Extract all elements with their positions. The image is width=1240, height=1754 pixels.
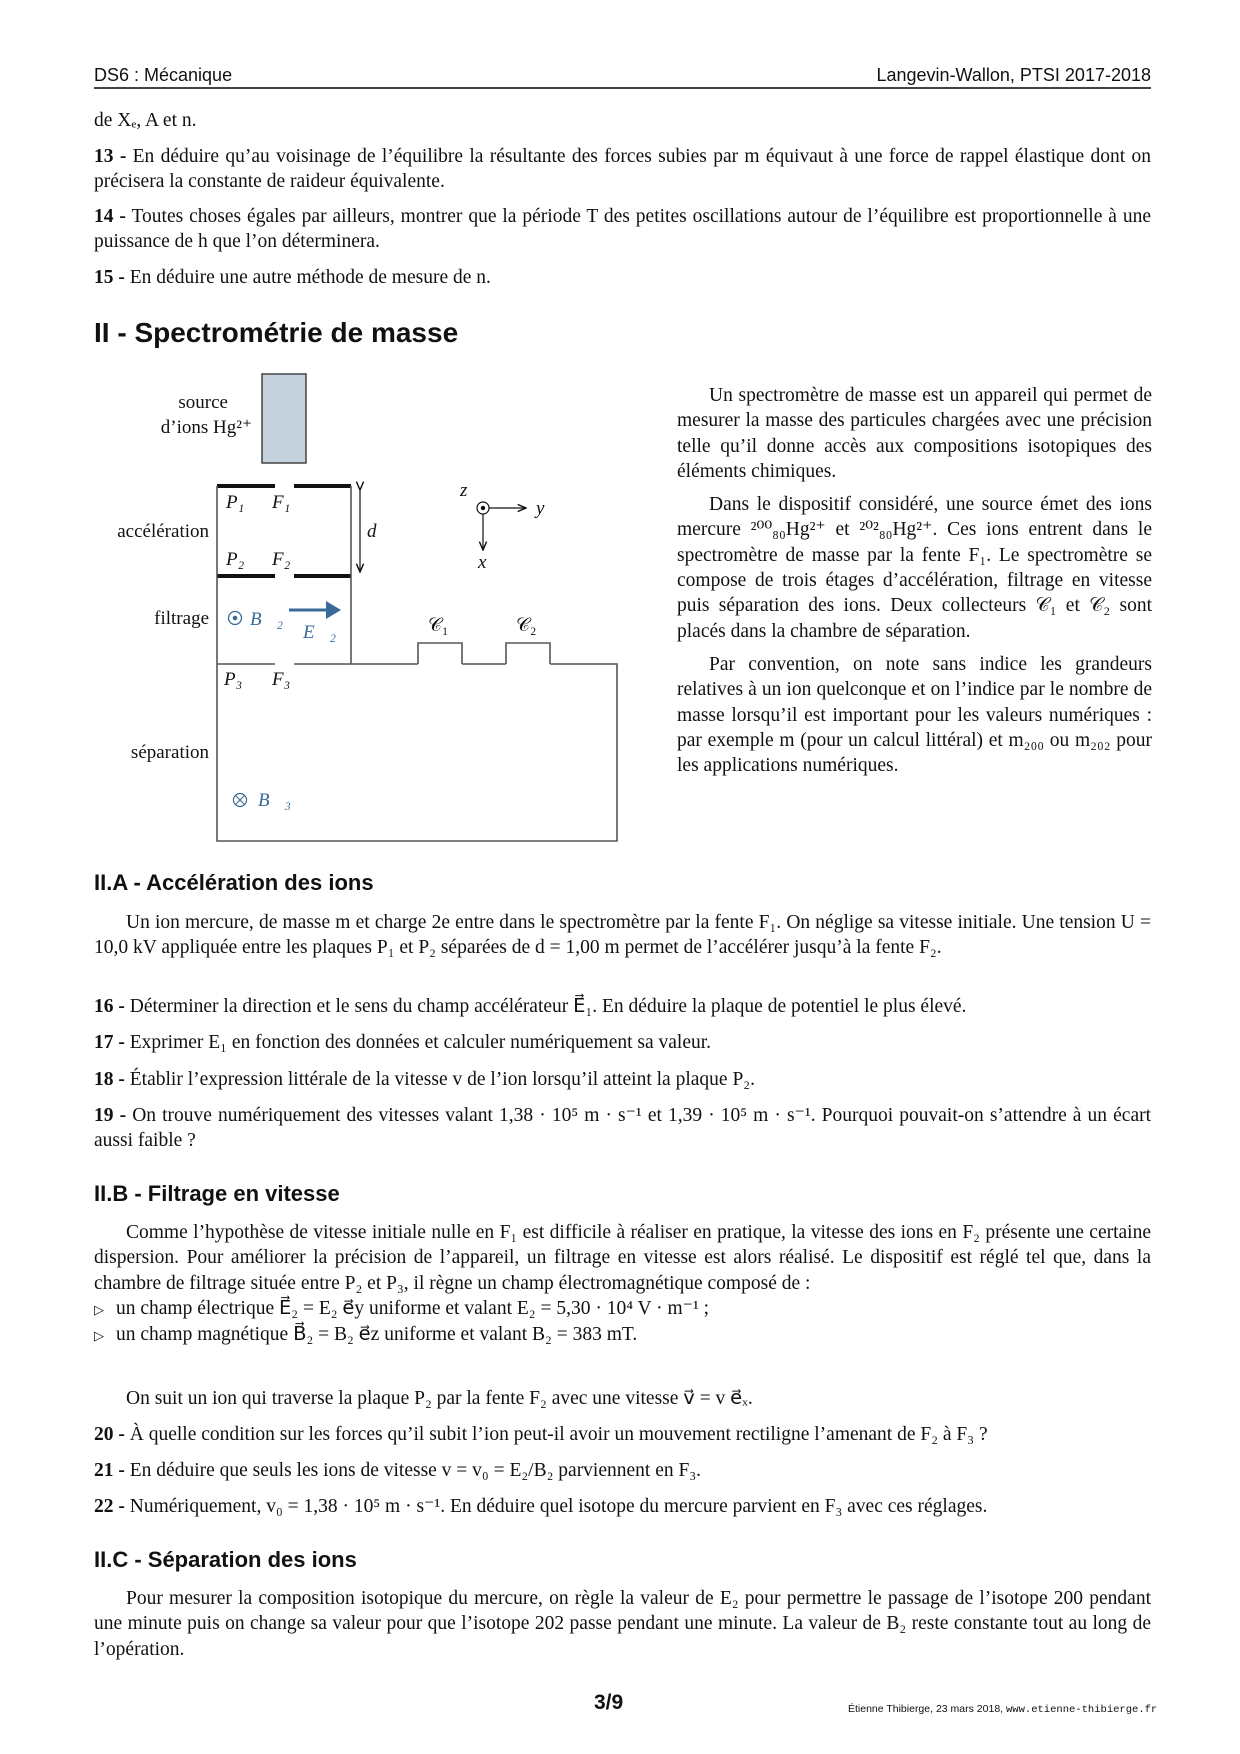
paragraph-B: Comme l’hypothèse de vitesse initiale nulle en F₁ est difficile à réaliser en pratique, la vitesse des ions en F₂ présente une certaine dispersion. Pour améliorer la précision de l’appareil, un filtrage en vitesse est alors réalisé. Le dispositif est réglé tel que, dans la chambre de filtrage située entre P₂ et P₃, il règne un champ électromagnétique composé de : [94, 1222, 1151, 1294]
ion-source [262, 374, 306, 463]
question-number: 21 - [94, 1460, 125, 1481]
question-18 [94, 1067, 1151, 1092]
question-text: Numériquement, v₀ = 1,38 · 10⁵ m · s⁻¹. En déduire quel isotope du mercure parvient en F₃ avec ces réglages. [129, 1496, 988, 1517]
paragraph-C: Pour mesurer la composition isotopique du mercure, on règle la valeur de E₂ pour permettre le passage de l’isotope 200 pendant une minute puis on change sa valeur pour que l’isotope 202 passe pendant une minute. La valeur de B₂ reste constante tout au long de l’opération. [94, 1588, 1151, 1660]
question-number: 15 - [94, 267, 125, 288]
subsection-title-B: II.B - Filtrage en vitesse [94, 1181, 340, 1206]
axis-x-label: x [478, 552, 487, 573]
question-text: Toutes choses égales par ailleurs, montrer que la période T des petites oscillations autour de l’équilibre est proportionnelle à une puissance de h que l’on déterminera. [94, 206, 1152, 253]
intro-paragraph-1: Un spectromètre de masse est un appareil qui permet de mesurer la masse des particules chargées avec une précision telle qu’il donne accès aux compositions isotopiques des éléments chimiques. [677, 385, 1152, 482]
label-E2: E⃗₂ [303, 622, 336, 643]
question-number: 18 - [94, 1069, 125, 1090]
source-label-1: source [178, 392, 228, 413]
label-B2: B⃗₂ [250, 609, 283, 630]
label-P1: P₁ [226, 492, 245, 513]
footer-author: Étienne Thibierge, 23 mars 2018, [848, 1703, 1006, 1715]
axis-z-label: z [460, 480, 468, 501]
field-out-of-page-icon [229, 612, 242, 625]
question-number: 13 - [94, 146, 127, 167]
question-text: Déterminer la direction et le sens du champ accélérateur E⃗₁. En déduire la plaque de potentiel le plus élevé. [129, 996, 967, 1017]
page-number: 3/9 [594, 1691, 624, 1714]
spectrometer-diagram [0, 0, 680, 860]
label-P2: P₂ [226, 549, 245, 570]
footer-credit [848, 1697, 1157, 1723]
label-B3: B⃗₃ [258, 790, 291, 811]
question-text: En déduire qu’au voisinage de l’équilibre la résultante des forces subies par m équivaut à une force de rappel élastique dont on précisera la constante de raideur équivalente. [94, 146, 1151, 193]
question-text: Établir l’expression littérale de la vitesse v de l’ion lorsqu’il atteint la plaque P₂. [129, 1069, 755, 1090]
question-19 [94, 1103, 1151, 1154]
header-right: Langevin-Wallon, PTSI 2017-2018 [876, 65, 1151, 85]
question-number: 17 - [94, 1032, 125, 1053]
intro-paragraph-3: Par convention, on note sans indice les grandeurs relatives à un ion quelconque et on l’indice par le nombre de masse lorsqu’il est important pour les valeurs numériques : par exemple m (pour un calcul littéral) et m₂₀₀ ou m₂₀₂ pour les applications numériques. [677, 653, 1152, 777]
axis-y-label: y [536, 498, 545, 519]
label-F2: F₂ [272, 549, 291, 570]
stage-separation: séparation [130, 742, 209, 763]
carry-line: de Xₑ, A et n. [94, 110, 197, 131]
question-number: 20 - [94, 1424, 125, 1445]
paragraph-A: Un ion mercure, de masse m et charge 2e entre dans le spectromètre par la fente F₁. On néglige sa vitesse initiale. Une tension U = 10,0 kV appliquée entre les plaques P₁ et P₂ séparées de d = 1,00 m permet de l’accélérer jusqu’à la fente F₂. [94, 912, 1151, 959]
question-number: 16 - [94, 996, 125, 1017]
question-number: 19 - [94, 1105, 127, 1126]
section-title: II - Spectrométrie de masse [94, 317, 459, 348]
label-F3: F₃ [272, 669, 291, 690]
subsection-title-C: II.C - Séparation des ions [94, 1547, 357, 1572]
question-number: 22 - [94, 1496, 125, 1517]
header-left: DS6 : Mécanique [94, 65, 233, 85]
question-text: En déduire une autre méthode de mesure de n. [129, 267, 491, 288]
bullet-text: un champ magnétique B⃗₂ = B₂ e⃗z uniforme et valant B₂ = 383 mT. [116, 1324, 638, 1346]
question-text: À quelle condition sur les forces qu’il subit l’ion peut-il avoir un mouvement rectiligne l’amenant de F₂ à F₃ ? [129, 1424, 988, 1445]
question-17 [94, 1030, 1151, 1055]
label-F1: F₁ [272, 492, 291, 513]
triangle-bullet-icon: ▷ [94, 1301, 104, 1317]
intro-paragraph-2: Dans le dispositif considéré, une source émet des ions mercure ²⁰⁰₈₀Hg²⁺ et ²⁰²₈₀Hg²⁺. Ces ions entrent dans le spectromètre de masse par la fente F₁. Le spectromètre se compose de trois étages d’accélération, filtrage en vitesse puis séparation des ions. Deux collecteurs 𝒞₁ et 𝒞₂ sont placés dans la chambre de séparation. [677, 494, 1152, 642]
bullet-item [94, 1296, 1151, 1322]
triangle-bullet-icon: ▷ [94, 1328, 104, 1344]
label-P3: P₃ [224, 669, 243, 690]
distance-label: d [367, 521, 377, 542]
question-text: On trouve numériquement des vitesses valant 1,38 · 10⁵ m · s⁻¹ et 1,39 · 10⁵ m · s⁻¹. Pourquoi pouvait-on s’attendre à un écart aussi faible ? [94, 1105, 1152, 1152]
question-20 [94, 1422, 1151, 1447]
chamber-outline [217, 486, 617, 841]
subsection-title-A: II.A - Accélération des ions [94, 870, 374, 895]
bullet-item [94, 1322, 1151, 1348]
question-number: 14 - [94, 206, 126, 227]
question-21 [94, 1458, 1151, 1483]
stage-filtrage: filtrage [154, 608, 209, 629]
stage-acceleration: accélération [117, 521, 209, 542]
section-B-body [94, 1220, 1151, 1348]
field-into-page-icon [234, 794, 247, 807]
source-label-2: d’ions Hg²⁺ [160, 417, 252, 438]
bullet-text: un champ électrique E⃗₂ = E₂ e⃗y uniforme et valant E₂ = 5,30 · 10⁴ V · m⁻¹ ; [116, 1297, 710, 1319]
intro-text [677, 383, 1152, 778]
label-C2: 𝒞₂ [516, 615, 537, 636]
paragraph-B2: On suit un ion qui traverse la plaque P₂ par la fente F₂ avec une vitesse v⃗ = v e⃗ₓ. [126, 1388, 753, 1409]
question-22 [94, 1494, 1151, 1519]
footer-url[interactable]: www.etienne-thibierge.fr [1006, 1704, 1158, 1716]
question-text: En déduire que seuls les ions de vitesse v = v₀ = E₂/B₂ parviennent en F₃. [129, 1460, 702, 1481]
axes-icon [477, 502, 526, 550]
question-text: Exprimer E₁ en fonction des données et calculer numériquement sa valeur. [129, 1032, 712, 1053]
question-16 [94, 994, 1151, 1019]
label-C1: 𝒞₁ [428, 615, 449, 636]
collectors [418, 643, 550, 664]
